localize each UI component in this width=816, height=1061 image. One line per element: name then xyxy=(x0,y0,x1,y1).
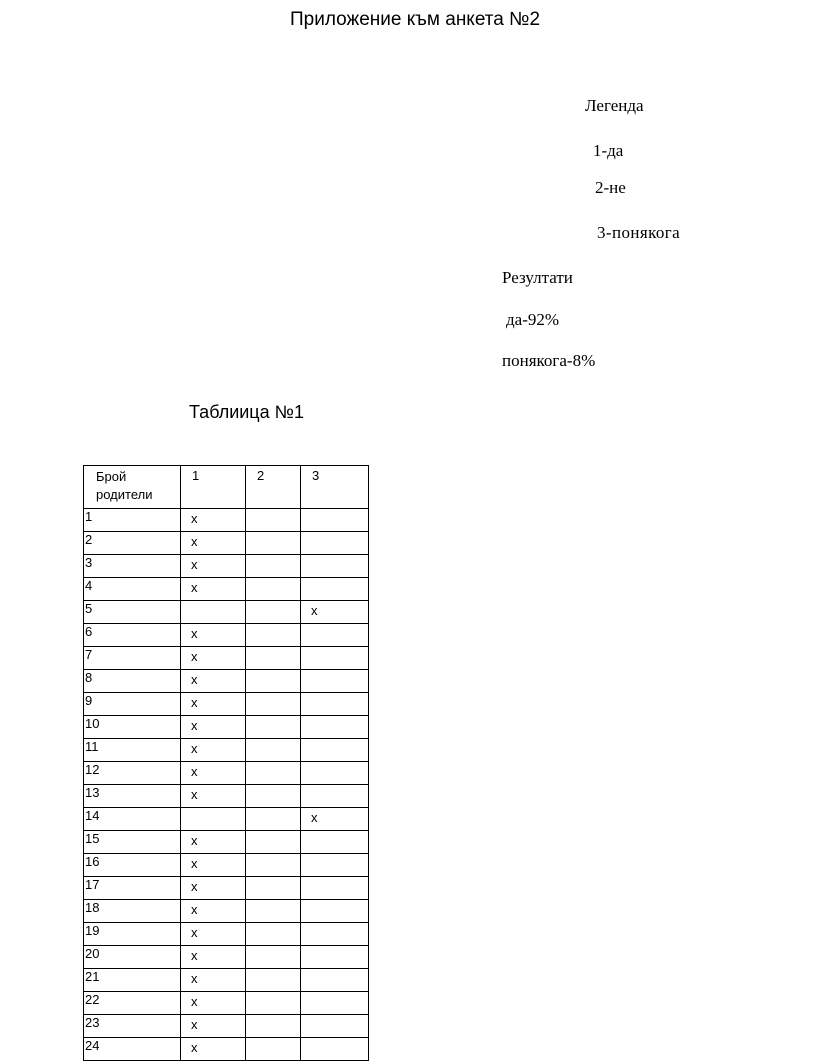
row-number-cell: 21 xyxy=(84,969,181,992)
answer-2-cell xyxy=(246,946,301,969)
answer-2-cell xyxy=(246,739,301,762)
row-number-cell: 15 xyxy=(84,831,181,854)
answer-1-cell: x xyxy=(181,762,246,785)
row-number-cell: 1 xyxy=(84,509,181,532)
legend-item-yes: 1-да xyxy=(593,141,624,160)
table-row xyxy=(84,739,369,762)
answer-2-cell xyxy=(246,716,301,739)
answer-3-cell xyxy=(301,831,369,854)
table-row xyxy=(84,555,369,578)
answer-3-cell: x xyxy=(301,601,369,624)
answer-1-cell: x xyxy=(181,946,246,969)
header-parent-count: Брой родители xyxy=(84,466,181,509)
survey-table xyxy=(83,465,369,1061)
row-number-cell: 22 xyxy=(84,992,181,1015)
answer-1-cell: x xyxy=(181,509,246,532)
legend-item-no: 2-не xyxy=(595,178,626,197)
answer-2-cell xyxy=(246,877,301,900)
row-number-cell: 18 xyxy=(84,900,181,923)
header-answer-2: 2 xyxy=(246,466,301,509)
answer-1-cell: x xyxy=(181,785,246,808)
answer-3-cell xyxy=(301,509,369,532)
answer-2-cell xyxy=(246,831,301,854)
table-row xyxy=(84,900,369,923)
answer-3-cell xyxy=(301,693,369,716)
answer-2-cell xyxy=(246,578,301,601)
answer-3-cell xyxy=(301,647,369,670)
answer-1-cell: x xyxy=(181,831,246,854)
row-number-cell: 10 xyxy=(84,716,181,739)
answer-1-cell: x xyxy=(181,1015,246,1038)
answer-2-cell xyxy=(246,532,301,555)
answer-2-cell xyxy=(246,808,301,831)
answer-3-cell xyxy=(301,532,369,555)
row-number-cell: 16 xyxy=(84,854,181,877)
answer-3-cell xyxy=(301,670,369,693)
row-number-cell: 3 xyxy=(84,555,181,578)
legend-heading: Легенда xyxy=(585,96,644,115)
answer-3-cell xyxy=(301,900,369,923)
table-row xyxy=(84,923,369,946)
table-row xyxy=(84,509,369,532)
page-title: Приложение към анкета №2 xyxy=(290,9,541,30)
answer-2-cell xyxy=(246,670,301,693)
row-number-cell: 12 xyxy=(84,762,181,785)
answer-1-cell: x xyxy=(181,716,246,739)
row-number-cell: 6 xyxy=(84,624,181,647)
row-number-cell: 8 xyxy=(84,670,181,693)
table-row xyxy=(84,831,369,854)
answer-3-cell xyxy=(301,578,369,601)
row-number-cell: 7 xyxy=(84,647,181,670)
answer-3-cell xyxy=(301,946,369,969)
answer-2-cell xyxy=(246,762,301,785)
answer-2-cell xyxy=(246,992,301,1015)
table-row xyxy=(84,716,369,739)
answer-2-cell xyxy=(246,555,301,578)
answer-2-cell xyxy=(246,785,301,808)
answer-1-cell: x xyxy=(181,647,246,670)
result-sometimes: понякога-8% xyxy=(502,351,596,370)
table-row xyxy=(84,670,369,693)
answer-2-cell xyxy=(246,601,301,624)
answer-2-cell xyxy=(246,509,301,532)
answer-1-cell: x xyxy=(181,1038,246,1061)
answer-1-cell: x xyxy=(181,578,246,601)
answer-3-cell xyxy=(301,739,369,762)
answer-3-cell xyxy=(301,923,369,946)
answer-3-cell xyxy=(301,969,369,992)
row-number-cell: 24 xyxy=(84,1038,181,1061)
answer-1-cell: x xyxy=(181,532,246,555)
answer-1-cell xyxy=(181,601,246,624)
table-row xyxy=(84,808,369,831)
answer-3-cell xyxy=(301,762,369,785)
answer-3-cell xyxy=(301,555,369,578)
answer-1-cell: x xyxy=(181,877,246,900)
table-row xyxy=(84,969,369,992)
table-row xyxy=(84,877,369,900)
answer-2-cell xyxy=(246,923,301,946)
table-row xyxy=(84,946,369,969)
table-row xyxy=(84,785,369,808)
results-heading: Резултати xyxy=(502,268,573,287)
answer-2-cell xyxy=(246,647,301,670)
answer-3-cell xyxy=(301,1015,369,1038)
answer-1-cell: x xyxy=(181,624,246,647)
table-row xyxy=(84,647,369,670)
table-row xyxy=(84,532,369,555)
answer-2-cell xyxy=(246,854,301,877)
row-number-cell: 11 xyxy=(84,739,181,762)
row-number-cell: 23 xyxy=(84,1015,181,1038)
row-number-cell: 19 xyxy=(84,923,181,946)
answer-3-cell xyxy=(301,624,369,647)
table-row xyxy=(84,854,369,877)
answer-2-cell xyxy=(246,624,301,647)
answer-3-cell xyxy=(301,854,369,877)
answer-1-cell xyxy=(181,808,246,831)
legend-item-sometimes: 3-понякога xyxy=(597,223,681,242)
header-answer-1: 1 xyxy=(181,466,246,509)
answer-1-cell: x xyxy=(181,900,246,923)
table-row xyxy=(84,1015,369,1038)
table-body xyxy=(84,509,369,1061)
answer-3-cell xyxy=(301,785,369,808)
answer-2-cell xyxy=(246,900,301,923)
row-number-cell: 9 xyxy=(84,693,181,716)
answer-2-cell xyxy=(246,693,301,716)
header-answer-3: 3 xyxy=(301,466,369,509)
row-number-cell: 2 xyxy=(84,532,181,555)
table-row xyxy=(84,1038,369,1061)
row-number-cell: 5 xyxy=(84,601,181,624)
answer-3-cell xyxy=(301,877,369,900)
answer-1-cell: x xyxy=(181,739,246,762)
answer-3-cell xyxy=(301,992,369,1015)
table-row xyxy=(84,693,369,716)
row-number-cell: 20 xyxy=(84,946,181,969)
answer-3-cell xyxy=(301,716,369,739)
answer-1-cell: x xyxy=(181,854,246,877)
answer-1-cell: x xyxy=(181,555,246,578)
answer-2-cell xyxy=(246,1038,301,1061)
table-row xyxy=(84,578,369,601)
row-number-cell: 14 xyxy=(84,808,181,831)
answer-2-cell xyxy=(246,969,301,992)
answer-3-cell xyxy=(301,1038,369,1061)
table-header-row xyxy=(84,466,369,509)
row-number-cell: 4 xyxy=(84,578,181,601)
answer-3-cell: x xyxy=(301,808,369,831)
table-row xyxy=(84,601,369,624)
answer-1-cell: x xyxy=(181,693,246,716)
answer-1-cell: x xyxy=(181,923,246,946)
answer-1-cell: x xyxy=(181,670,246,693)
answer-1-cell: x xyxy=(181,992,246,1015)
row-number-cell: 13 xyxy=(84,785,181,808)
result-yes: да-92% xyxy=(506,310,560,329)
table-row xyxy=(84,992,369,1015)
table-row xyxy=(84,762,369,785)
table-row xyxy=(84,624,369,647)
answer-1-cell: x xyxy=(181,969,246,992)
row-number-cell: 17 xyxy=(84,877,181,900)
table-caption: Таблиица №1 xyxy=(189,402,304,422)
answer-2-cell xyxy=(246,1015,301,1038)
